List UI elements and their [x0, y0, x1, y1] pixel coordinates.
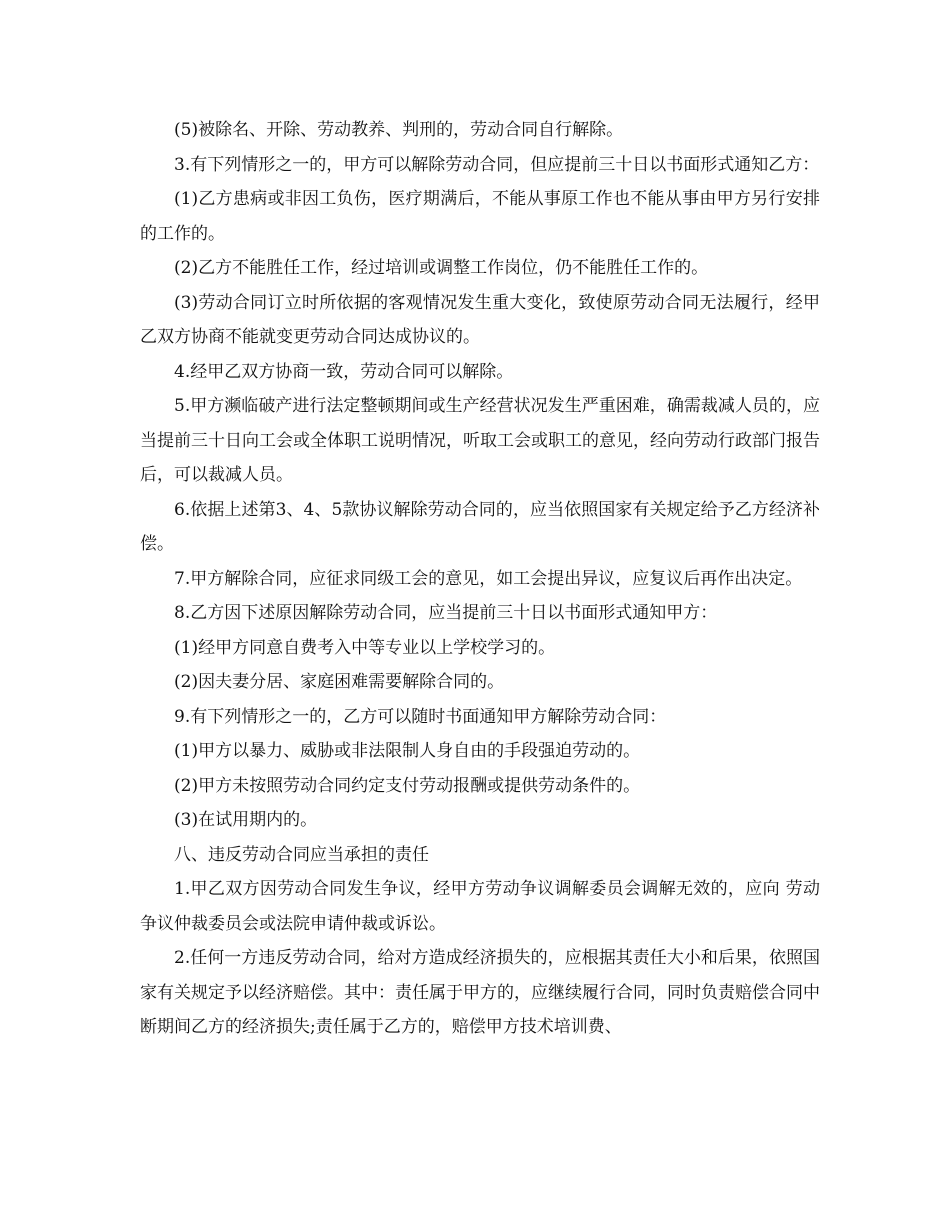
paragraph-clause-7-9-2: (2)甲方未按照劳动合同约定支付劳动报酬或提供劳动条件的。 — [174, 775, 641, 796]
paragraph-clause-7-8-1: (1)经甲方同意自费考入中等专业以上学校学习的。 — [174, 637, 556, 658]
paragraph-clause-7-8: 8.乙方因下述原因解除劳动合同，应当提前三十日以书面形式通知甲方： — [174, 603, 718, 623]
paragraph-clause-7-8-2: (2)因夫妻分居、家庭困难需要解除合同的。 — [174, 672, 505, 692]
paragraph-clause-7-3-2: (2)乙方不能胜任工作，经过培训或调整工作岗位，仍不能胜任工作的。 — [174, 258, 709, 278]
paragraph-clause-7-5: 5.甲方濒临破产进行法定整顿期间或生产经营状况发生严重困难，确需裁减人员的，应当提前三十日向工会或全体职工说明情况，听取工会或职工的意见，经向劳动行政部门报告后，可以裁减人员。 — [140, 396, 820, 485]
paragraph-clause-7-3-1: (1)乙方患病或非因工负伤，医疗期满后，不能从事原工作也不能从事由甲方另行安排的工作的。 — [140, 189, 820, 244]
paragraph-clause-8-1: 1.甲乙双方因劳动合同发生争议，经甲方劳动争议调解委员会调解无效的，应向 劳动争议仲裁委员会或法院申请仲裁或诉讼。 — [140, 879, 820, 934]
paragraph-clause-7-3: 3.有下列情形之一的，甲方可以解除劳动合同，但应提前三十日以书面形式通知乙方： — [174, 154, 820, 175]
paragraph-clause-7-3-3: (3)劳动合同订立时所依据的客观情况发生重大变化，致使原劳动合同无法履行，经甲乙双方协商不能就变更劳动合同达成协议的。 — [140, 292, 820, 347]
paragraph-clause-7-7: 7.甲方解除合同，应征求同级工会的意见，如工会提出异议，应复议后再作出决定。 — [174, 568, 803, 589]
paragraph-clause-7-9-1: (1)甲方以暴力、威胁或非法限制人身自由的手段强迫劳动的。 — [174, 741, 641, 761]
paragraph-clause-7-9-3: (3)在试用期内的。 — [174, 810, 318, 830]
paragraph-clause-7-6: 6.依据上述第3、4、5款协议解除劳动合同的，应当依照国家有关规定给予乙方经济补偿。 — [140, 499, 820, 554]
paragraph-clause-8-2: 2.任何一方违反劳动合同，给对方造成经济损失的，应根据其责任大小和后果，依照国家有关规定予以经济赔偿。其中：责任属于甲方的，应继续履行合同，同时负责赔偿合同中断期间乙方的经济损失;责任属于乙方的，赔偿甲方技术培训费、 — [140, 948, 820, 1037]
paragraph-clause-7-4: 4.经甲乙双方协商一致，劳动合同可以解除。 — [174, 361, 514, 382]
section-heading-8: 八、违反劳动合同应当承担的责任 — [174, 844, 429, 865]
document-body — [140, 113, 820, 1045]
paragraph-clause-7-1-5: (5)被除名、开除、劳动教养、判刑的，劳动合同自行解除。 — [174, 120, 624, 140]
paragraph-clause-7-9: 9.有下列情形之一的，乙方可以随时书面通知甲方解除劳动合同： — [174, 706, 667, 727]
